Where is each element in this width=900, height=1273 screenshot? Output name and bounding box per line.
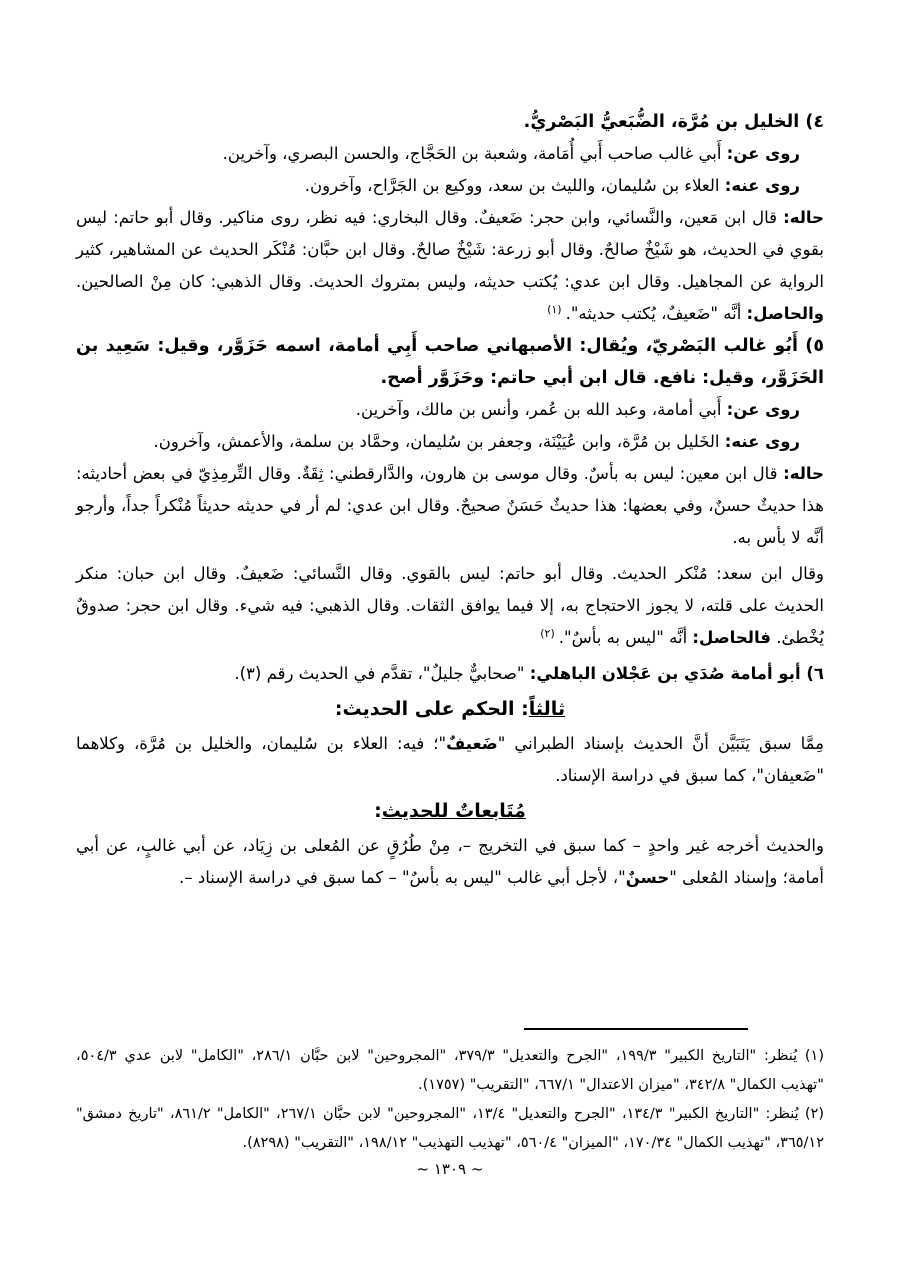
status-text-2: وقال ابن سعد: مُنْكر الحديث. وقال أبو حاتم: ليس بالقوي. وقال النَّسائي: ضَعيفٌ. وقال ابن حبان: منكر الحديث على قلته، لا يجوز الاحتجاج به، إلا فيما يوافق الثقات. وقال الذهبي: فيه شيء. وقال ابن حجر: صدوقٌ يُخْطئ.	[76, 564, 824, 647]
footnote-2: (٢) يُنظر: "التاريخ الكبير" ١٣٤/٣، "الجرح والتعديل" ١٣/٤، "المجروحين" لابن حبَّان ٢٦٧/١، "الكامل" ٨٦١/٢، "تاريخ دمشق" ٣٦٥/١٢، "تهذيب الكمال" ١٧٠/٣٤، "الميزان" ٥٦٠/٤، "تهذيب التهذيب" ١٩٨/١٢، "التقريب" (٨٢٩٨).	[76, 1106, 825, 1151]
section-3-heading	[76, 692, 824, 726]
conclusion-label: والحاصل:	[746, 304, 824, 323]
narrator-6-text: "صحابيٌّ جليلٌ"، تقدَّم في الحديث رقم (٣).	[234, 664, 530, 683]
footnote-ref-2[interactable]: (٢)	[540, 626, 555, 640]
section-3-text-before: مِمَّا سبق يَتَبَيَّن أنَّ الحديث بإسناد الطبراني "	[497, 734, 824, 753]
narrated-by-text: الخَليل بن مُرَّة، وابن عُيَيْنَة، وجعفر بن سُليمان، وحمَّاد بن سلمة، والأعمش، وآخرون.	[153, 432, 725, 451]
grade-good: حسنٌ	[625, 868, 670, 887]
narrator-5-heading: ٥) أَبُو غالب البَصْريّ، ويُقال: الأصبهاني صاحب أَبِي أمامة، اسمه حَزَوَّر، وقيل: سَعِيد بن الحَزَوَّر، وقيل: نافع. قال ابن أبي حاتم: وحَزَوَّر أصح.	[76, 336, 824, 388]
narrator-5-status	[76, 458, 824, 554]
status-label: حاله:	[783, 464, 824, 483]
footnote-1: (١) يُنظر: "التاريخ الكبير" ١٩٩/٣، "الجرح والتعديل" ٣٧٩/٣، "المجروحين" لابن حبَّان ٢٨٦/١، "الكامل" لابن عدي ٥٠٤/٣، "تهذيب الكمال" ٣٤٢/٨، "ميزان الاعتدال" ٦٦٧/١، "التقريب" (١٧٥٧).	[76, 1048, 824, 1093]
narrated-from-text: أَبي غالب صاحب أَبي أُمَامة، وشعبة بن الحَجَّاج، والحسن البصري، وآخرين.	[222, 144, 727, 163]
grade-weak: ضَعيفٌ	[446, 734, 498, 753]
footnote-ref-1[interactable]: (١)	[547, 302, 562, 316]
footnotes	[76, 1042, 824, 1158]
followups-body	[76, 830, 824, 894]
followups-text-after: "، لأجل أبي غالب "ليس به بأسٌ" – كما سبق في دراسة الإسناد –.	[179, 868, 626, 887]
narrator-4-narrated-by	[76, 170, 824, 202]
status-text: قال ابن معين: ليس به بأسٌ. وقال موسى بن هارون، والدَّارقطني: ثِقَةٌ. وقال التِّرمِذِيّ في بعض أحاديثه: هذا حديثٌ حسنٌ، وفي بعضها: هذا حديثٌ حَسَنٌ صحيحٌ. وقال ابن عدي: لم أر في حديثه حديثاً مُنْكراً جداً، وأرجو أنَّه لا بأس به.	[76, 464, 824, 547]
narrated-from-text: أَبي أمامة، وعبد الله بن عُمر، وأنس بن مالك، وآخرين.	[355, 400, 727, 419]
narrated-by-label: روى عنه:	[724, 176, 800, 195]
section-3-text-after: "؛ فيه: العلاء بن سُليمان، والخليل بن مُرَّة، وكلاهما "ضَعيفان"، كما سبق في دراسة الإسناد.	[76, 734, 824, 785]
narrated-from-label: روى عن:	[726, 144, 800, 163]
followups-heading	[76, 794, 824, 828]
conclusion-label: فالحاصل:	[692, 628, 771, 647]
narrator-4-heading: ٤) الخليل بن مُرَّة، الضُّبَعيُّ البَصْريُّ.	[523, 112, 824, 132]
narrator-6-heading: ٦) أبو أمامة صُدَي بن عَجْلان الباهلي:	[529, 664, 824, 683]
footnote-divider	[524, 1028, 748, 1030]
followups-heading-colon: :	[374, 800, 382, 822]
narrated-from-label: روى عن:	[726, 400, 800, 419]
section-3-heading-rest: : الحكم على الحديث:	[334, 698, 529, 720]
followups-text-before: والحديث أخرجه غير واحدٍ – كما سبق في التخريج –، مِنْ طُرُقٍ عن المُعلى بن زِيَاد، عن أبي غالبٍ، عن أبي أمامة؛ وإسناد المُعلى "	[76, 836, 824, 887]
narrator-5-narrated-by	[76, 426, 824, 458]
narrator-6	[76, 658, 824, 690]
page-number: ~ ١٣٠٩ ~	[416, 1160, 484, 1178]
narrator-5-narrated-from	[76, 394, 824, 426]
narrator-4-status	[76, 202, 824, 330]
document-body	[76, 106, 824, 894]
conclusion-text: أنَّه "ليس به بأسٌ".	[558, 628, 693, 647]
narrated-by-text: العلاء بن سُليمان، والليث بن سعد، ووكيع بن الجَرَّاح، وآخرون.	[304, 176, 725, 195]
narrator-4-narrated-from	[76, 138, 824, 170]
narrated-by-label: روى عنه:	[724, 432, 800, 451]
section-3-body	[76, 728, 824, 792]
status-text: قال ابن مَعين، والنَّسائي، وابن حجر: ضَعيفٌ. وقال البخاري: فيه نظر، روى مناكير. وقال أبو حاتم: ليس بقوي في الحديث، هو شَيْخٌ صالحٌ. وقال أبو زرعة: شَيْخٌ صالحٌ. وقال ابن حبَّان: مُنْكَر الحديث عن المشاهير، كثير الرواية عن المجاهيل. وقال ابن عدي: يُكتب حديثه، وليس بمتروك الحديث. وقال الذهبي: كان مِنْ الصالحين.	[76, 208, 824, 291]
conclusion-text: أنَّه "ضَعيفٌ، يُكتب حديثه".	[565, 304, 747, 323]
section-3-heading-label: ثالثاً	[528, 698, 566, 720]
followups-heading-label: مُتَابعاتٌ للحديث	[381, 800, 526, 822]
narrator-5-status-continued	[76, 558, 824, 654]
status-label: حاله:	[783, 208, 824, 227]
